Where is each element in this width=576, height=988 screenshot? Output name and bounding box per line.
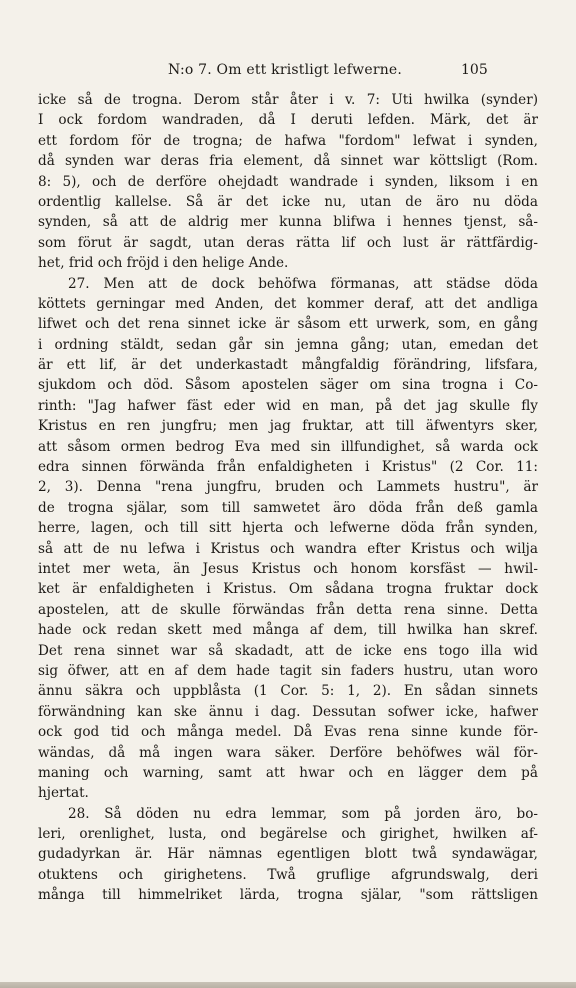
text-line: herre, lagen, och till sitt hjerta och lefwerne döda från synden,: [38, 520, 538, 537]
text-line: i ordning stäldt, sedan går sin jemna gång; utan, emedan det: [38, 336, 538, 353]
text-line: apostelen, att de skulle förwändas från detta rena sinne. Detta: [38, 601, 538, 618]
text-line: I ock fordom wandraden, då I deruti lefden. Märk, det är: [38, 112, 538, 129]
text-line: förwändning kan ske ännu i dag. Dessutan sofwer icke, hafwer: [38, 703, 538, 720]
text-line: sig öfwer, att en af dem hade tagit sin faders hustru, utan woro: [38, 662, 538, 679]
paragraph-start: 27. Men att de dock behöfwa förmanas, att städse döda: [68, 275, 538, 292]
text-line: de trogna själar, som till samwetet äro döda från deß gamla: [38, 499, 538, 516]
text-line: maning och warning, samt att hwar och en lägger dem på: [38, 764, 538, 781]
text-line: som förut är sagdt, utan deras rätta lif och lust är rättfärdig-: [38, 234, 538, 251]
text-line: hade ock redan skett med många af dem, till hwilka han skref.: [38, 622, 538, 639]
text-line: sjukdom och död. Såsom apostelen säger om sina trogna i Co-: [38, 377, 538, 394]
body-text: [38, 90, 538, 906]
text-line: ett fordom för de trogna; de hafwa "fordom" lefwat i synden,: [38, 132, 538, 149]
text-line: Det rena sinnet war så skadadt, att de icke ens togo illa wid: [38, 642, 538, 659]
text-line: ännu säkra och uppblåsta (1 Cor. 5: 1, 2). En sådan sinnets: [38, 683, 538, 700]
text-line: intet mer weta, än Jesus Kristus och honom korsfäst — hwil-: [38, 560, 538, 577]
text-line: hjertat.: [38, 785, 89, 802]
running-title: N:o 7. Om ett kristligt lefwerne.: [168, 62, 403, 78]
text-line: rinth: "Jag hafwer fäst eder wid en man, på det jag skulle fly: [38, 397, 538, 414]
text-line: 2, 3). Denna "rena jungfru, bruden och Lammets hustru", är: [38, 479, 538, 496]
text-line: otuktens och girighetens. Twå gruflige afgrundswalg, deri: [38, 866, 538, 883]
text-line: är ett lif, är det underkastadt mångfaldig förändring, lifsfara,: [38, 357, 538, 374]
text-line: edra sinnen förwända från enfaldigheten i Kristus" (2 Cor. 11:: [38, 459, 538, 476]
text-line: het, frid och fröjd i den helige Ande.: [38, 255, 289, 272]
text-line: många till himmelriket lärda, trogna själar, "som rättsligen: [38, 887, 538, 904]
page-number: 105: [461, 62, 488, 78]
text-line: wändas, då må ingen wara säker. Derföre behöfwes wäl för-: [38, 744, 538, 761]
text-line: lifwet och det rena sinnet icke är såsom ett urwerk, som, en gång: [38, 316, 538, 333]
text-line: Kristus en ren jungfru; men jag fruktar, att till äfwentyrs sker,: [38, 418, 538, 435]
page-header: [0, 60, 576, 82]
text-line: icke så de trogna. Derom står åter i v. 7: Uti hwilka (synder): [38, 92, 538, 108]
text-line: då synden war deras fria element, då sinnet war köttsligt (Rom.: [38, 153, 538, 170]
text-line: ordentlig kallelse. Så är det icke nu, utan de äro nu döda: [38, 193, 538, 210]
text-line: synden, så att de aldrig mer kunna blifwa i hennes tjenst, så-: [38, 214, 538, 231]
text-line: 8: 5), och de derföre ohejdadt wandrade i synden, liksom i en: [38, 173, 538, 190]
text-line: ock god tid och många medel. Då Evas rena sinne kunde för-: [38, 724, 538, 741]
text-line: så att de nu lefwa i Kristus och wandra efter Kristus och wilja: [38, 540, 538, 557]
text-line: gudadyrkan är. Här nämnas egentligen blott twå syndawägar,: [38, 846, 538, 863]
text-line: köttets gerningar med Anden, det kommer deraf, att det andliga: [38, 295, 538, 312]
paragraph-start: 28. Så döden nu edra lemmar, som på jorden äro, bo-: [68, 805, 538, 822]
text-line: att såsom ormen bedrog Eva med sin illfundighet, så warda ock: [38, 438, 538, 455]
page-bottom-edge: [0, 982, 576, 988]
text-line: leri, orenlighet, lusta, ond begärelse och girighet, hwilken af-: [38, 826, 538, 843]
text-line: ket är enfaldigheten i Kristus. Om sådana trogna fruktar dock: [38, 581, 538, 598]
